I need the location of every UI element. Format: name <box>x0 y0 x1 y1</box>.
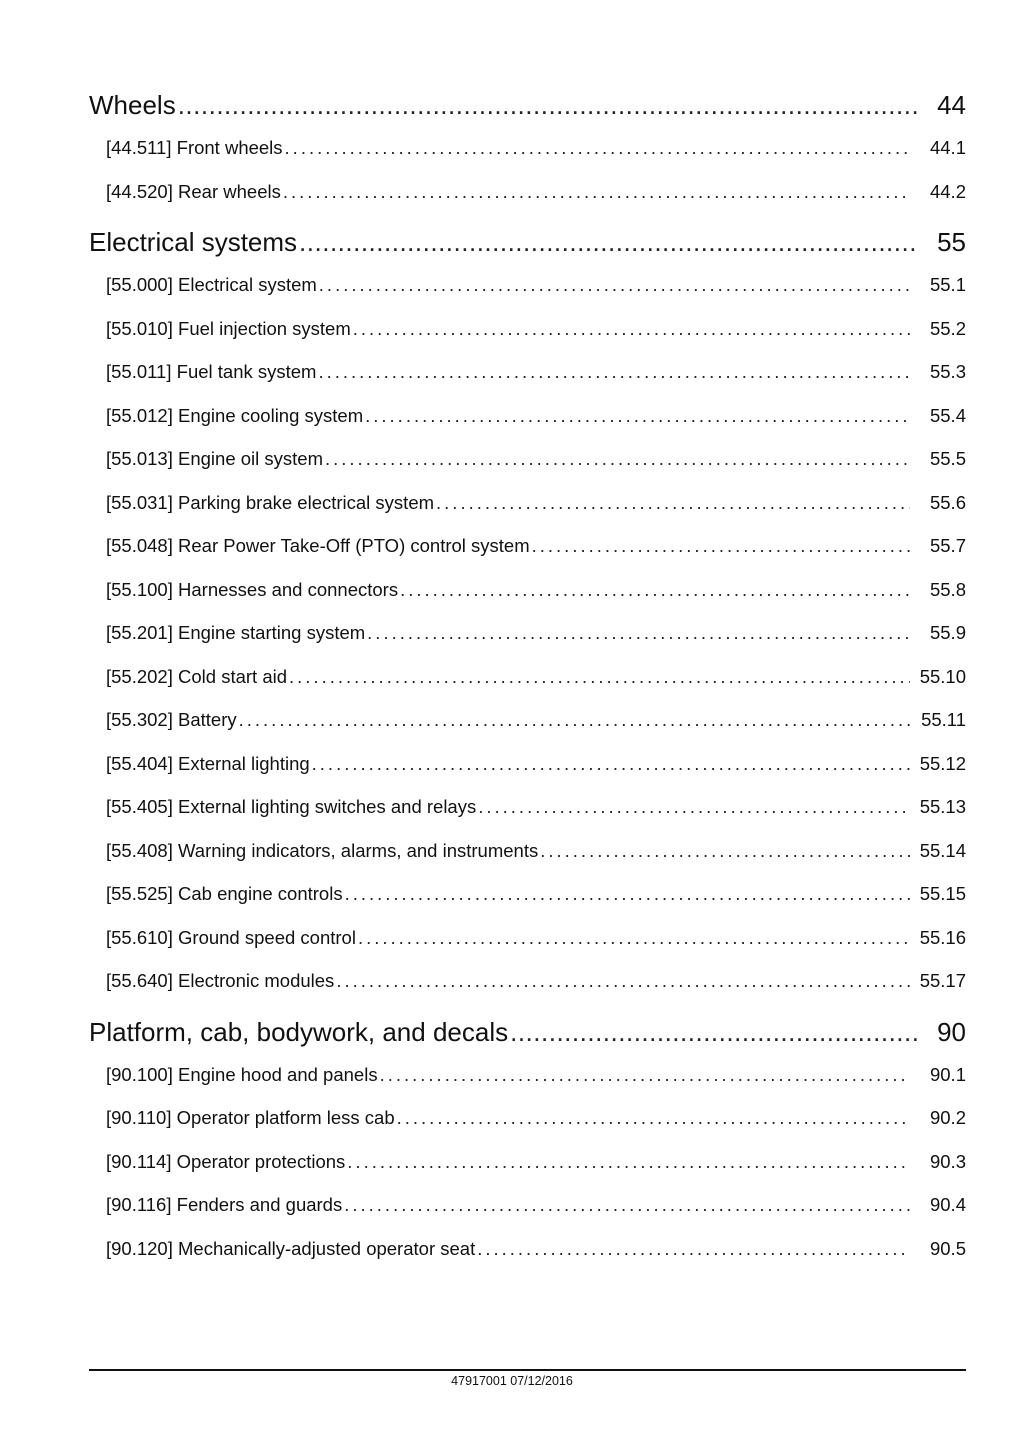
entry-page-number: 44.2 <box>929 180 966 202</box>
entry-label <box>106 698 237 742</box>
entry-title: Parking brake electrical system <box>178 491 435 513</box>
entry-label <box>106 394 363 438</box>
entry-title: Operator platform less cab <box>176 1107 395 1128</box>
toc-entry[interactable] <box>89 829 966 873</box>
entry-label <box>106 1227 475 1271</box>
toc-section-heading[interactable] <box>89 221 966 263</box>
entry-label <box>106 1140 345 1184</box>
entry-title: Cold start aid <box>178 665 288 687</box>
entry-title: Warning indicators, alarms, and instruments <box>178 839 539 861</box>
entry-title: Engine cooling system <box>178 404 364 426</box>
toc-section-heading[interactable] <box>89 1011 966 1053</box>
dot-leader <box>325 437 910 481</box>
entry-label <box>106 437 323 481</box>
entry-page-number: 55.6 <box>929 491 966 513</box>
entry-code: [55.031] <box>106 491 173 513</box>
entry-code: [55.525] <box>106 883 173 904</box>
entry-title: Mechanically-adjusted operator seat <box>178 1237 476 1259</box>
entry-code: [55.100] <box>106 578 173 600</box>
entry-page-number: 90.2 <box>929 1107 966 1128</box>
entry-label <box>106 785 476 829</box>
entry-title: Front wheels <box>176 137 283 158</box>
entry-page-number: 90.4 <box>929 1194 966 1215</box>
entry-label <box>106 655 287 699</box>
footer-divider <box>89 1369 966 1371</box>
entry-code: [90.114] <box>106 1150 172 1172</box>
toc-entry[interactable] <box>89 1140 966 1184</box>
entry-page-number: 55.14 <box>919 839 966 861</box>
toc-entry[interactable] <box>89 1183 966 1227</box>
entry-title: Battery <box>178 709 237 730</box>
toc-entry[interactable] <box>89 916 966 960</box>
entry-code: [55.013] <box>106 448 173 469</box>
toc-entry[interactable] <box>89 263 966 307</box>
entry-title: Electronic modules <box>178 970 335 991</box>
entry-label <box>106 350 316 394</box>
dot-leader <box>299 221 918 263</box>
entry-title: Fenders and guards <box>176 1194 343 1215</box>
entry-page-number: 55.16 <box>919 926 966 948</box>
entry-page-number: 55.11 <box>921 709 966 730</box>
entry-label <box>106 524 530 568</box>
entry-code: [55.201] <box>106 622 173 643</box>
entry-page-number: 90.1 <box>929 1063 966 1085</box>
entry-code: [55.302] <box>106 709 173 730</box>
entry-title: Engine hood and panels <box>178 1063 378 1085</box>
dot-leader <box>436 481 910 525</box>
entry-label <box>106 742 310 786</box>
toc-entry[interactable] <box>89 698 966 742</box>
entry-code: [55.010] <box>106 317 173 339</box>
toc-entry[interactable] <box>89 350 966 394</box>
entry-page-number: 55.15 <box>919 883 966 904</box>
entry-title: Operator protections <box>176 1150 346 1172</box>
dot-leader <box>318 350 910 394</box>
entry-page-number: 55.12 <box>919 752 966 774</box>
entry-code: [55.408] <box>106 839 173 861</box>
toc-entry[interactable] <box>89 481 966 525</box>
toc-entry[interactable] <box>89 742 966 786</box>
entry-label <box>106 829 538 873</box>
toc-entry[interactable] <box>89 785 966 829</box>
entry-code: [44.520] <box>106 180 173 202</box>
toc-entry[interactable] <box>89 568 966 612</box>
entry-code: [44.511] <box>106 137 172 158</box>
entry-code: [55.012] <box>106 404 173 426</box>
entry-page-number: 55.3 <box>929 361 966 382</box>
dot-leader <box>532 524 910 568</box>
toc-entry[interactable] <box>89 959 966 1003</box>
dot-leader <box>289 655 910 699</box>
dot-leader <box>345 872 910 916</box>
entry-label <box>106 1183 342 1227</box>
entry-page-number: 44.1 <box>929 137 966 158</box>
section-title: Platform, cab, bodywork, and decals <box>89 1016 509 1047</box>
dot-leader <box>400 568 910 612</box>
entry-title: Harnesses and connectors <box>178 578 399 600</box>
entry-label <box>106 611 365 655</box>
toc-entry[interactable] <box>89 126 966 170</box>
dot-leader <box>477 1227 910 1271</box>
dot-leader <box>358 916 910 960</box>
dot-leader <box>365 394 910 438</box>
entry-title: Engine oil system <box>178 448 323 469</box>
toc-entry[interactable] <box>89 170 966 214</box>
entry-label <box>106 872 343 916</box>
entry-label <box>106 568 398 612</box>
dot-leader <box>344 1183 910 1227</box>
section-page-number: 90 <box>937 1016 966 1047</box>
entry-label <box>106 481 434 525</box>
dot-leader <box>540 829 910 873</box>
section-title: Electrical systems <box>89 227 298 257</box>
entry-label <box>106 1053 378 1097</box>
entry-page-number: 55.13 <box>919 796 966 817</box>
table-of-contents <box>89 84 966 1270</box>
section-page-number: 55 <box>937 227 966 257</box>
entry-page-number: 55.9 <box>929 622 966 643</box>
entry-page-number: 55.8 <box>929 578 966 600</box>
entry-title: Cab engine controls <box>178 883 343 904</box>
entry-code: [90.116] <box>106 1194 172 1215</box>
dot-leader <box>312 742 910 786</box>
entry-label <box>106 916 356 960</box>
toc-entry[interactable] <box>89 394 966 438</box>
dot-leader <box>283 170 910 214</box>
toc-entry[interactable] <box>89 1096 966 1140</box>
entry-code: [90.100] <box>106 1063 173 1085</box>
dot-leader <box>353 307 910 351</box>
entry-label <box>106 1096 395 1140</box>
entry-title: External lighting <box>178 752 310 774</box>
entry-page-number: 55.2 <box>929 317 966 339</box>
entry-page-number: 55.4 <box>929 404 966 426</box>
dot-leader <box>347 1140 910 1184</box>
entry-label <box>106 959 334 1003</box>
entry-label <box>106 263 317 307</box>
entry-label <box>106 170 281 214</box>
toc-entry[interactable] <box>89 655 966 699</box>
dot-leader <box>367 611 910 655</box>
entry-page-number: 55.7 <box>929 535 966 556</box>
entry-title: Engine starting system <box>178 622 366 643</box>
footer-doc-info: 47917001 07/12/2016 <box>451 1374 573 1388</box>
entry-title: Fuel injection system <box>178 317 351 339</box>
dot-leader <box>285 126 910 170</box>
dot-leader <box>336 959 910 1003</box>
entry-code: [55.202] <box>106 665 173 687</box>
toc-entry[interactable] <box>89 524 966 568</box>
entry-code: [90.120] <box>106 1237 173 1259</box>
toc-entry[interactable] <box>89 611 966 655</box>
entry-code: [55.011] <box>106 361 172 382</box>
entry-title: Rear Power Take-Off (PTO) control system <box>178 535 530 556</box>
dot-leader <box>510 1011 918 1053</box>
entry-code: [55.404] <box>106 752 173 774</box>
toc-entry[interactable] <box>89 1053 966 1097</box>
entry-code: [55.610] <box>106 926 173 948</box>
toc-entry[interactable] <box>89 872 966 916</box>
entry-title: Electrical system <box>178 274 317 295</box>
dot-leader <box>478 785 910 829</box>
entry-title: Ground speed control <box>178 926 356 948</box>
entry-page-number: 90.3 <box>929 1150 966 1172</box>
section-page-number: 44 <box>937 90 966 120</box>
entry-label <box>106 126 283 170</box>
dot-leader <box>380 1053 910 1097</box>
dot-leader <box>178 84 918 126</box>
section-title: Wheels <box>89 90 176 120</box>
toc-entry[interactable] <box>89 307 966 351</box>
entry-code: [55.048] <box>106 535 173 556</box>
entry-page-number: 55.17 <box>919 970 966 991</box>
toc-section-heading[interactable] <box>89 84 966 126</box>
entry-title: Fuel tank system <box>176 361 317 382</box>
dot-leader <box>319 263 910 307</box>
toc-entry[interactable] <box>89 437 966 481</box>
entry-code: [55.405] <box>106 796 173 817</box>
entry-code: [90.110] <box>106 1107 172 1128</box>
entry-title: Rear wheels <box>178 180 281 202</box>
entry-label <box>106 307 351 351</box>
entry-code: [55.000] <box>106 274 173 295</box>
entry-page-number: 55.5 <box>929 448 966 469</box>
dot-leader <box>397 1096 910 1140</box>
entry-page-number: 55.1 <box>929 274 966 295</box>
entry-page-number: 55.10 <box>919 665 966 687</box>
toc-entry[interactable] <box>89 1227 966 1271</box>
entry-page-number: 90.5 <box>929 1237 966 1259</box>
entry-title: External lighting switches and relays <box>178 796 477 817</box>
dot-leader <box>239 698 910 742</box>
entry-code: [55.640] <box>106 970 173 991</box>
